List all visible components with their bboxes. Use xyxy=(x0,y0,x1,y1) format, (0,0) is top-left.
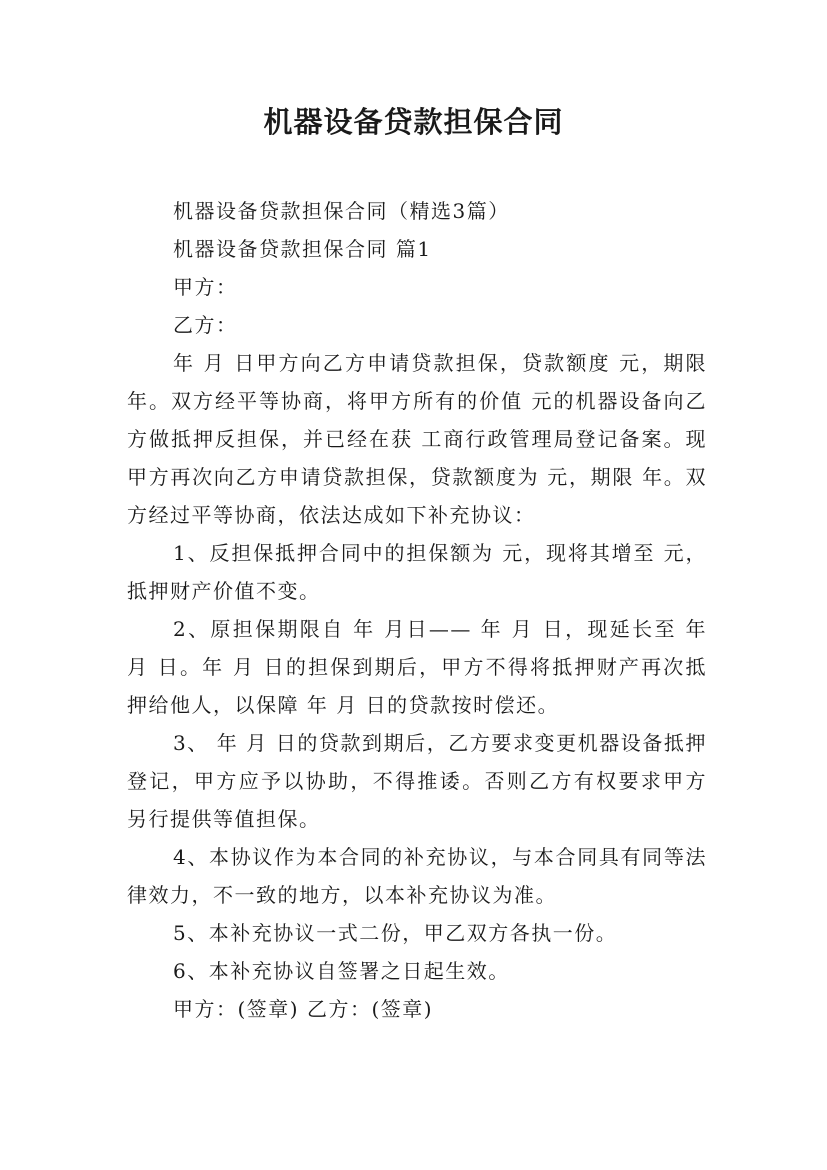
paragraph-party-a: 甲方： xyxy=(173,275,238,299)
paragraph-preamble: 年 月 日甲方向乙方申请贷款担保，贷款额度 元，期限 年。双方经平等协商，将甲方所有的价值 元的机器设备向乙方做抵押反担保，并已经在获 工商行政管理局登记备案。现甲方再次向乙方申请贷款担保，贷款额度为 元，期限 年。双方经过平等协商，依法达成如下补充协议： xyxy=(127,351,707,527)
paragraph-signatures: 甲方：(签章) 乙方：(签章) xyxy=(173,997,434,1021)
document-title: 机器设备贷款担保合同 xyxy=(263,105,564,139)
paragraph-clause-1: 1、反担保抵押合同中的担保额为 元，现将其增至 元，抵押财产价值不变。 xyxy=(127,541,707,603)
paragraph-section-heading: 机器设备贷款担保合同 篇1 xyxy=(173,237,432,261)
paragraph-party-b: 乙方： xyxy=(173,313,238,337)
paragraph-clause-4: 4、本协议作为本合同的补充协议，与本合同具有同等法律效力，不一致的地方，以本补充协议为准。 xyxy=(127,845,707,907)
document-body xyxy=(127,192,707,1028)
paragraph-subtitle: 机器设备贷款担保合同（精选3篇） xyxy=(173,199,510,223)
paragraph-clause-3: 3、 年 月 日的贷款到期后，乙方要求变更机器设备抵押登记，甲方应予以协助，不得推诿。否则乙方有权要求甲方另行提供等值担保。 xyxy=(127,731,707,831)
paragraph-clause-5: 5、本补充协议一式二份，甲乙双方各执一份。 xyxy=(173,921,618,945)
paragraph-clause-6: 6、本补充协议自签署之日起生效。 xyxy=(173,959,510,983)
paragraph-clause-2: 2、原担保期限自 年 月日—— 年 月 日，现延长至 年 月 日。年 月 日的担保到期后，甲方不得将抵押财产再次抵押给他人，以保障 年 月 日的贷款按时偿还。 xyxy=(127,617,707,717)
